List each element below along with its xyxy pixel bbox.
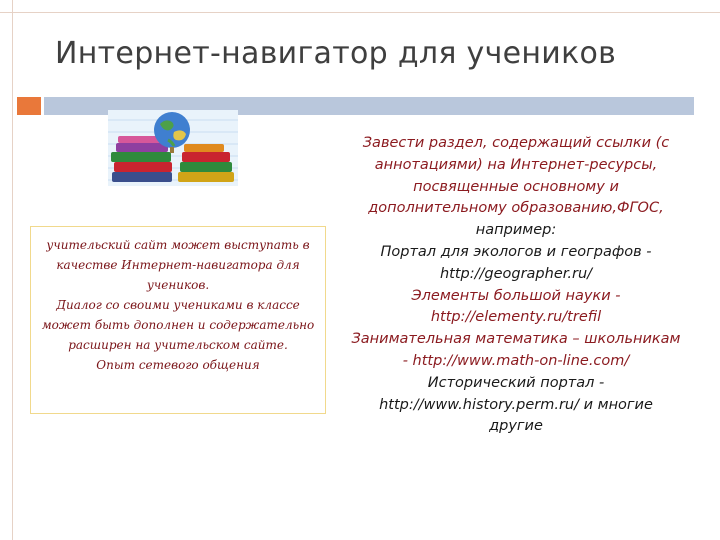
note-line-1: учительский сайт может выступать в качестве Интернет-навигатора для учеников. [46,238,310,292]
resource-item: Исторический портал - http://www.history.perm.ru/ и многие другие [379,374,653,435]
frame-line-vertical [12,0,13,540]
slide-title: Интернет-навигатор для учеников [55,36,617,71]
note-line-3: Опыт сетевого общения [96,358,260,372]
resource-item: Элементы большой науки - http://elementy.ru/trefil [411,287,621,326]
resources-text [350,133,682,438]
resource-item: Занимательная математика – школьникам - http://www.math-on-line.com/ [351,331,681,369]
accent-square [17,97,41,115]
frame-line-horizontal [0,12,720,13]
resources-intro: Завести раздел, содержащий ссылки (с аннотациями) на Интернет-ресурсы, посвященные основному и дополнительному образованию,ФГОС, [362,135,670,217]
note-box [30,226,326,414]
note-line-2: Диалог со своими учениками в классе может быть дополнен и содержательно расширен на учительском сайте. [41,298,315,352]
example-label: например: [475,222,557,239]
resource-item: Портал для экологов и географов - http://geographer.ru/ [380,243,652,282]
books-and-globe-icon [108,110,238,186]
